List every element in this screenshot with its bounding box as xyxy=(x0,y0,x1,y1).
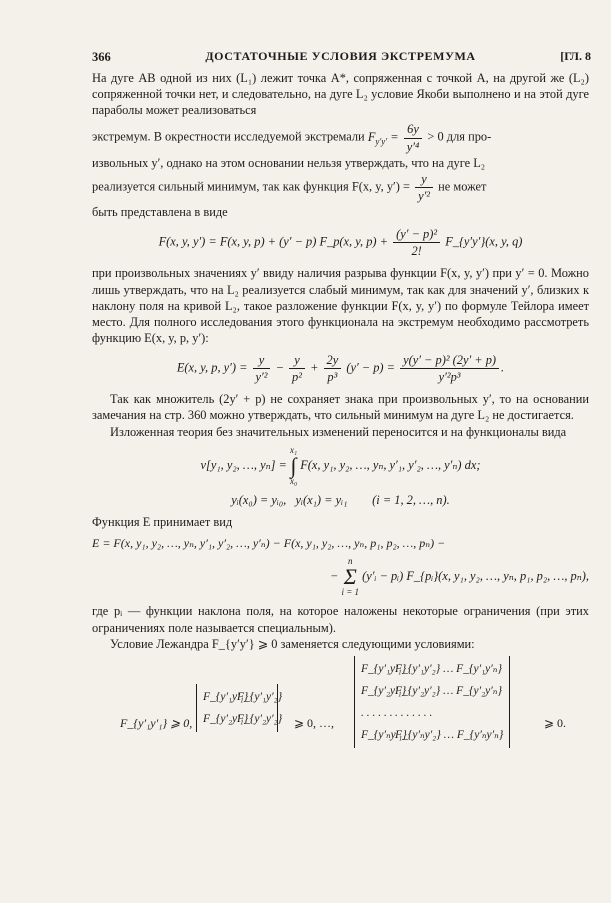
paragraph-slope: где pᵢ — функции наклона поля, на которое наложены некоторые ограничения (при этих ограничениях поле называется специальным). xyxy=(92,604,589,635)
determinant-n: F_{y′₁y′₁}F_{y′₁y′₂} … F_{y′₁y′ₙ} F_{y′₂y′₁}F_{y′₂y′₂} … F_{y′₂y′ₙ} . . . . . . . . . . . . . F_{y′ₙy′₁}F_{y′ₙy′₂} … F_{y′ₙy′ₙ} xyxy=(354,656,510,748)
fraction-e-rhs: $\frac{\text{y(y′ − p)² (2y′ + p)}}{\text{y′²p³}}$ xyxy=(400,352,499,385)
equation-e-line2: − n Σ i = 1 (y′ᵢ − pᵢ) F_{pᵢ}(x, y₁, y₂, …, yₙ, p₁, p₂, …, pₙ), xyxy=(329,556,589,598)
equation-e-function: E(x, y, p, y′) = $\frac{y}{\text{y′²}}$ − $\frac{y}{\text{p²}}$ + $\frac{2y}{\text{p³}}$ (y′ − p) = $\frac{\text{y(y′ − p)² (2y′ + p)}}{\text{y′²p³}}$ . xyxy=(176,353,505,385)
integral-sign: x₁ ∫ x₀ xyxy=(289,444,298,486)
paragraph-strong-min: реализуется сильный минимум, так как функция F(x, y, y′) = $\frac{y}{\text{y′²}}$ не может xyxy=(92,171,487,203)
legendre-determinants xyxy=(92,656,589,796)
fraction-fyy: $\frac{6y}{\text{y′⁴}}$ xyxy=(404,121,423,154)
paragraph-discontinuity: при произвольных значениях y′ ввиду наличия разрыва функции F(x, y, y′) при y′ = 0. Можно лишь утверждать, что на L₂ реализуется слабый минимум, так как для значений y′, близких к наклону поля на кривой L₂, такое разложение функции F(x, y, y′) по формуле Тейлора имеет место. Для полного исследования этого функционала на экстремум необходимо рассмотреть функцию E(x, y, p, y′): xyxy=(92,266,589,345)
text-for-arbitrary: для про- xyxy=(446,129,492,144)
paragraph-represent: быть представлена в виде xyxy=(92,205,228,219)
paragraph-extremum xyxy=(92,121,589,154)
determinant-2-relation: ⩾ 0, …, xyxy=(294,715,335,730)
page-body xyxy=(92,70,589,796)
paragraph-e-form: Функция E принимает вид xyxy=(92,514,233,529)
paragraph-multiplier: Так как множитель (2y′ + p) не сохраняет знака при произвольных y′, то на основании замечания на стр. 360 можно утверждать, что сильный минимум на дуге L₂ не достигается. xyxy=(92,392,589,423)
page-number: 366 xyxy=(92,50,111,64)
chapter-label: [ГЛ. 8 xyxy=(560,49,591,63)
equation-taylor: F(x, y, y′) = F(x, y, p) + (y′ − p) F_p(x, y, p) + $\frac{\text{(y′ − p)²}}{2!}$ F_{y′y′}(x, y, q) xyxy=(158,227,523,259)
determinant-1: F_{y′₁y′₁} ⩾ 0, xyxy=(120,715,193,730)
sum-sign: n Σ i = 1 xyxy=(341,556,360,598)
fraction-f: $\frac{y}{\text{y′²}}$ xyxy=(415,171,433,204)
equation-functional: v[y₁, y₂, …, yₙ] = x₁ ∫ x₀ F(x, y₁, y₂, …, yₙ, y′₁, y′₂, …, y′ₙ) dx; xyxy=(200,444,481,486)
equation-e-line1: E = F(x, y₁, y₂, …, yₙ, y′₁, y′₂, …, y′ₙ) − F(x, y₁, y₂, …, yₙ, p₁, p₂, …, pₙ) − xyxy=(92,535,446,550)
paragraph-arc: На дуге AB одной из них (L₁) лежит точка A*, сопряженная с точкой A, на другой же (L₂) сопряженной точки нет, и следовательно, на дуге L₂ условие Якоби выполнено и на этой дуге параболы может реализоваться xyxy=(92,71,589,118)
relation-positive: > 0 xyxy=(427,129,444,144)
determinant-2: F_{y′₁y′₁}F_{y′₁y′₂} F_{y′₂y′₁}F_{y′₂y′₂} xyxy=(196,684,278,732)
running-title: ДОСТАТОЧНЫЕ УСЛОВИЯ ЭКСТРЕМУМА xyxy=(205,49,476,63)
paragraph-arbitrary: извольных y′, однако на этом основании нельзя утверждать, что на дуге L₂ xyxy=(92,155,486,170)
formula-fyy: $F_{y'y'}$ = $\frac{6y}{\text{y′⁴}}$ xyxy=(368,130,428,144)
text-extremum: экстремум. В окрестности исследуемой экстремали xyxy=(92,129,365,144)
running-header xyxy=(92,49,591,67)
paragraph-legendre: Условие Лежандра F_{y′y′} ⩾ 0 заменяется следующими условиями: xyxy=(110,636,475,651)
equation-boundary: yᵢ(x₀) = yᵢ₀, yᵢ(x₁) = yᵢ₁ (i = 1, 2, …, n). xyxy=(231,492,450,507)
fraction-taylor: $\frac{\text{(y′ − p)²}}{2!}$ xyxy=(393,226,440,259)
determinant-n-relation: ⩾ 0. xyxy=(544,715,567,730)
paragraph-generalization: Изложенная теория без значительных изменений переносится и на функционалы вида xyxy=(110,424,567,439)
